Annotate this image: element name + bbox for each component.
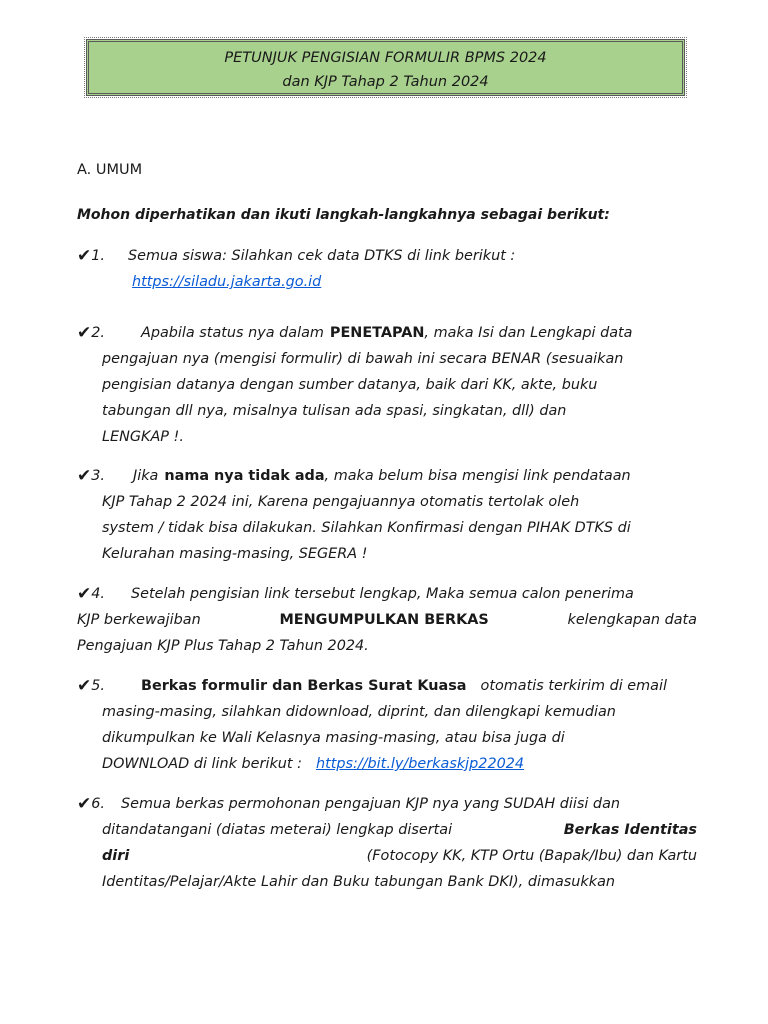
item-number: 2. xyxy=(91,325,105,341)
title-box xyxy=(86,39,685,96)
check-icon: ✔ xyxy=(77,794,92,814)
item-line: masing-masing, silahkan didownload, diprint, dan dilengkapi kemudian xyxy=(102,704,616,720)
item-text-bold: Berkas Identitas xyxy=(563,822,697,838)
list-item-4 xyxy=(77,581,697,659)
item-text-post: kelengkapan data xyxy=(567,612,697,628)
item-text: Semua siswa: Silahkan cek data DTKS di link berikut : xyxy=(127,248,516,264)
check-icon: ✔ xyxy=(77,323,92,343)
item-number: 3. xyxy=(91,468,105,484)
check-icon: ✔ xyxy=(77,676,92,696)
item-text-bold: MENGUMPULKAN BERKAS xyxy=(279,612,489,628)
item-text-pre: DOWNLOAD di link berikut : xyxy=(102,756,302,772)
item-line: pengajuan nya (mengisi formulir) di bawah ini secara BENAR (sesuaikan xyxy=(102,351,624,367)
intro-text: Mohon diperhatikan dan ikuti langkah-langkahnya sebagai berikut: xyxy=(77,207,610,223)
item-text-pre: KJP berkewajiban xyxy=(77,612,201,628)
list-item-6 xyxy=(77,791,697,895)
item-number: 5. xyxy=(91,678,105,694)
check-icon: ✔ xyxy=(77,584,92,604)
item-line: LENGKAP !. xyxy=(102,429,184,445)
item-text-pre: Apabila status nya dalam xyxy=(140,325,324,341)
item-text-bold: diri xyxy=(102,848,130,864)
list-item-5 xyxy=(77,673,697,777)
item-line: tabungan dll nya, misalnya tulisan ada spasi, singkatan, dll) dan xyxy=(102,403,567,419)
item-text-pre: ditandatangani (diatas meterai) lengkap disertai xyxy=(102,822,453,838)
item-text-bold: Berkas formulir dan Berkas Surat Kuasa xyxy=(140,678,467,694)
item-line: Identitas/Pelajar/Akte Lahir dan Buku tabungan Bank DKI), dimasukkan xyxy=(102,874,616,890)
item-text: Semua berkas permohonan pengajuan KJP nya yang SUDAH diisi dan xyxy=(120,796,621,812)
item-line: pengisian datanya dengan sumber datanya, baik dari KK, akte, buku xyxy=(102,377,598,393)
item-text-bold: PENETAPAN xyxy=(329,325,425,341)
list-item-3 xyxy=(77,463,697,567)
item-number: 6. xyxy=(91,796,105,812)
item-number: 4. xyxy=(91,586,105,602)
item-text-bold: nama nya tidak ada xyxy=(164,468,325,484)
list-item-2 xyxy=(77,320,697,450)
item-line: Pengajuan KJP Plus Tahap 2 Tahun 2024. xyxy=(77,638,369,654)
title-line-2: dan KJP Tahap 2 Tahun 2024 xyxy=(282,74,489,90)
list-item-1 xyxy=(77,243,697,295)
item-text: Setelah pengisian link tersebut lengkap, Maka semua calon penerima xyxy=(130,586,634,602)
item-text-post: , maka Isi dan Lengkapi data xyxy=(424,325,633,341)
item-line: Kelurahan masing-masing, SEGERA ! xyxy=(102,546,368,562)
item-text-post: , maka belum bisa mengisi link pendataan xyxy=(324,468,631,484)
check-icon: ✔ xyxy=(77,246,92,266)
item-number: 1. xyxy=(91,248,105,264)
item-line: dikumpulkan ke Wali Kelasnya masing-masing, atau bisa juga di xyxy=(102,730,565,746)
item-text-pre: Jika xyxy=(132,468,159,484)
title-line-1: PETUNJUK PENGISIAN FORMULIR BPMS 2024 xyxy=(224,50,547,66)
item-line: KJP Tahap 2 2024 ini, Karena pengajuannya otomatis tertolak oleh xyxy=(102,494,580,510)
check-icon: ✔ xyxy=(77,466,92,486)
siladu-link[interactable]: https://siladu.jakarta.go.id xyxy=(132,274,322,290)
item-text-post: otomatis terkirim di email xyxy=(480,678,667,694)
item-text-post: (Fotocopy KK, KTP Ortu (Bapak/Ibu) dan Kartu xyxy=(366,848,697,864)
berkas-link[interactable]: https://bit.ly/berkaskjp22024 xyxy=(315,756,525,772)
item-line: system / tidak bisa dilakukan. Silahkan Konfirmasi dengan PIHAK DTKS di xyxy=(102,520,631,536)
section-heading: A. UMUM xyxy=(77,162,143,178)
